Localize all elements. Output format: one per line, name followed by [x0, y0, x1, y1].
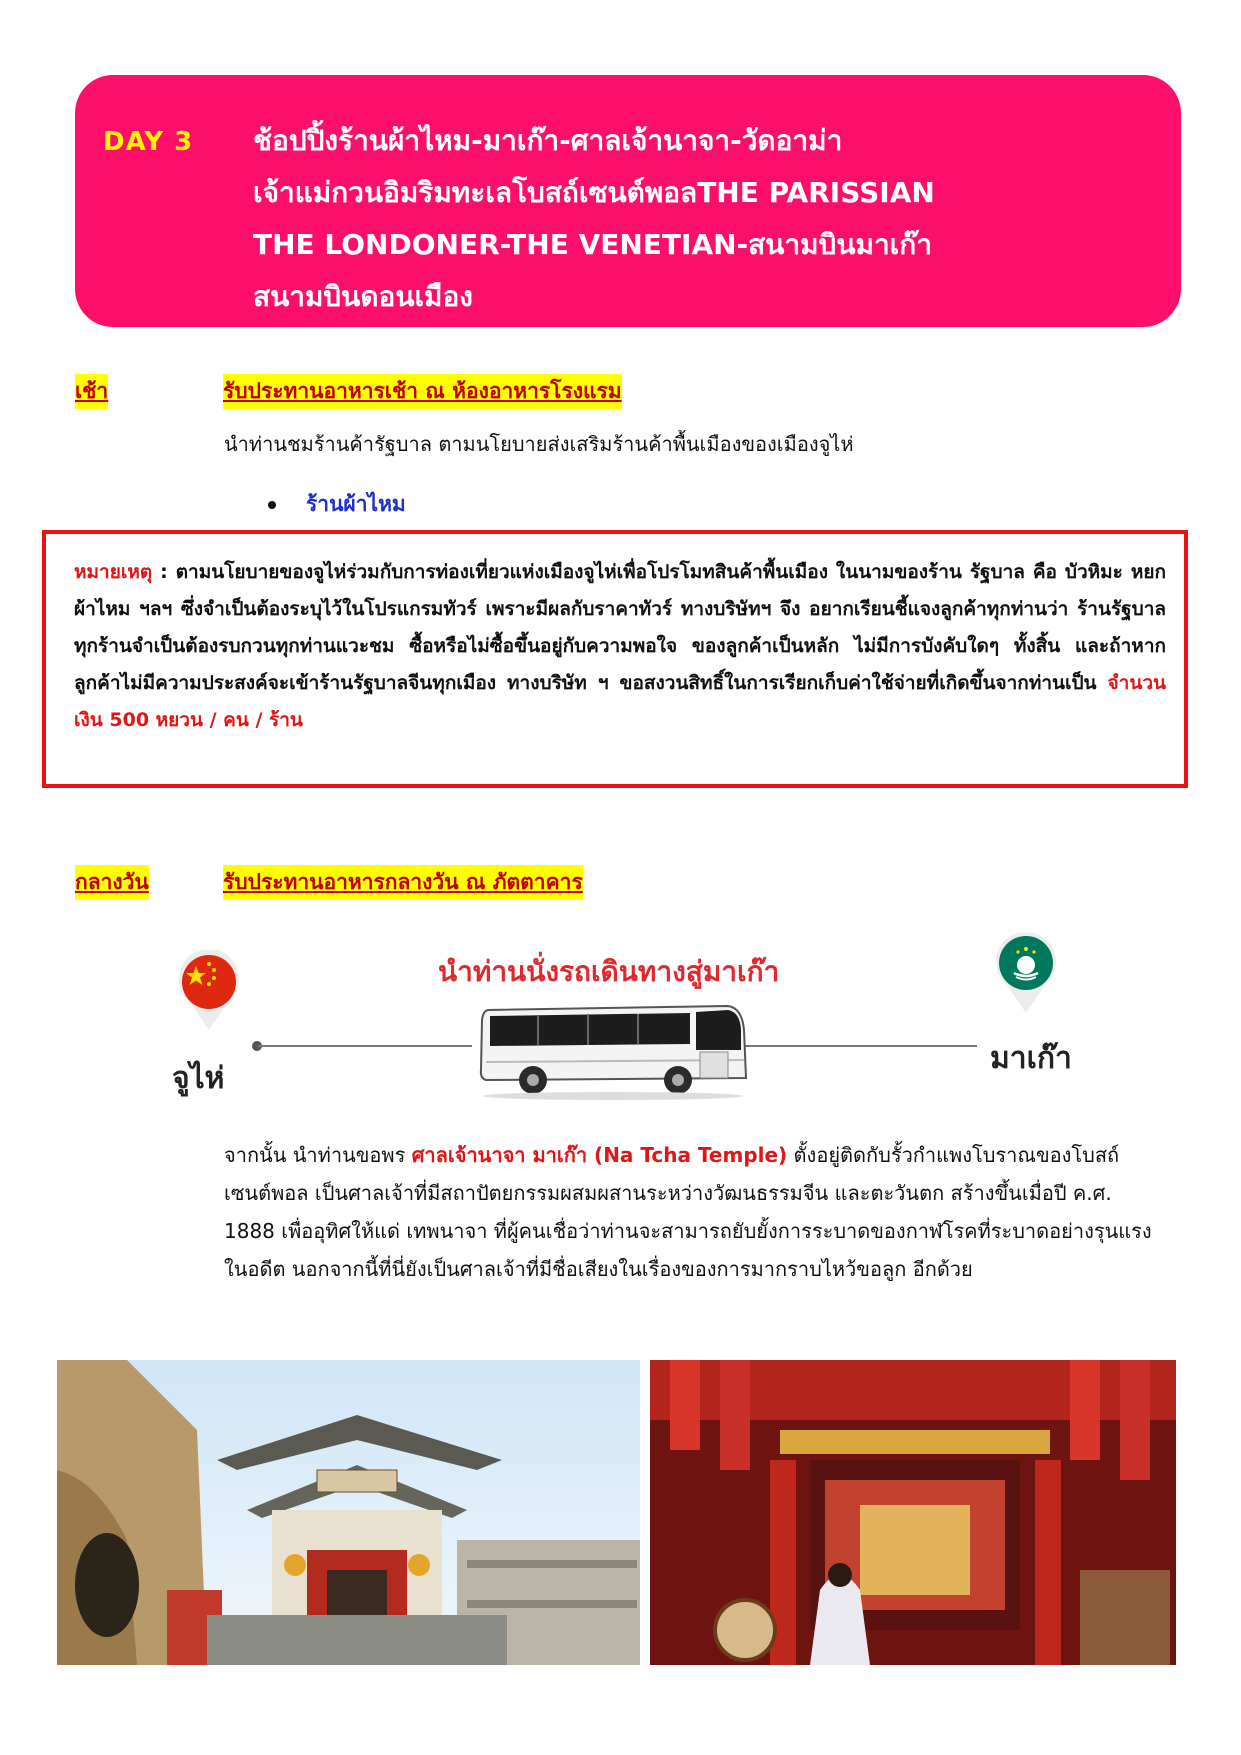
shopping-note [42, 530, 1188, 788]
route-graphic [0, 925, 1241, 1125]
silk-shop-label: ร้านผ้าไหม [306, 492, 406, 516]
day-banner [75, 75, 1181, 327]
bus-icon [478, 1000, 748, 1100]
temple-interior-photo [650, 1360, 1176, 1665]
note-fee: จำนวนเงิน 500 หยวน / คน / ร้าน [74, 672, 1166, 731]
day-title-line: ช้อปปิ้งร้านผ้าไหม-มาเก๊า-ศาลเจ้านาจา-วัดอาม่า [253, 124, 843, 157]
temple-pre: จากนั้น นำท่านขอพร [224, 1143, 412, 1167]
macau-flag-pin-icon [994, 933, 1058, 1015]
bullet-dot [268, 501, 276, 509]
lunch-time: กลางวัน [75, 865, 149, 900]
morning-meal: รับประทานอาหารเช้า ณ ห้องอาหารโรงแรม [223, 374, 622, 409]
route-title: นำท่านนั่งรถเดินทางสู่มาเก๊า [438, 955, 780, 988]
note-label: หมายเหตุ [74, 561, 153, 583]
china-flag-pin-icon [176, 950, 242, 1032]
day-title [253, 115, 935, 323]
shop-intro: นำท่านชมร้านค้ารัฐบาล ตามนโยบายส่งเสริมร้านค้าพื้นเมืองของเมืองจูไห่ [224, 432, 854, 456]
silk-shop-bullet [268, 488, 406, 521]
day-title-line: THE LONDONER-THE VENETIAN-สนามบินมาเก๊า [253, 228, 932, 261]
temple-name: ศาลเจ้านาจา มาเก๊า (Na Tcha Temple) [411, 1143, 788, 1167]
lunch-meal: รับประทานอาหารกลางวัน ณ ภัตตาคาร [223, 865, 583, 900]
temple-paragraph [224, 1136, 1164, 1288]
route-line-right [745, 1045, 977, 1047]
day-title-line: สนามบินดอนเมือง [253, 280, 473, 313]
temple-post: ตั้งอยู่ติดกับรั้วกำแพงโบราณของโบสถ์เซนต์พอล เป็นศาลเจ้าที่มีสถาปัตยกรรมผสมผสานระหว่างวัฒนธรรมจีน และตะวันตก สร้างขึ้นเมื่อปี ค.ศ. 1888 เพื่ออุทิศให้แด่ เทพนาจา ที่ผู้คนเชื่อว่าท่านจะสามารถยับยั้งการระบาดของกาฬโรคที่ระบาดอย่างรุนแรงในอดีต นอกจากนี้ที่นี่ยังเป็นศาลเจ้าที่มีชื่อเสียงในเรื่องของการมากราบไหว้ขอลูก อีกด้วย [224, 1143, 1152, 1281]
morning-time: เช้า [75, 374, 108, 409]
city-macau: มาเก๊า [990, 1041, 1072, 1076]
note-text [74, 554, 1166, 739]
day-label: DAY 3 [103, 127, 194, 157]
note-body: : ตามนโยบายของจูไห่ร่วมกับการท่องเที่ยวแห่งเมืองจูไห่เพื่อโปรโมทสินค้าพื้นเมือง ในนามของร้าน รัฐบาล คือ บัวหิมะ หยก ผ้าไหม ฯลฯ ซึ่งจำเป็นต้องระบุไว้ในโปรแกรมทัวร์ เพราะมีผลกับราคาทัวร์ ทางบริษัทฯ จึง อยากเรียนชี้แจงลูกค้าทุกท่านว่า ร้านรัฐบาลทุกร้านจำเป็นต้องรบกวนทุกท่านแวะชม ซื้อหรือไม่ซื้อขึ้นอยู่กับความพอใจ ของลูกค้าเป็นหลัก ไม่มีการบังคับใดๆ ทั้งสิ้น และถ้าหากลูกค้าไม่มีความประสงค์จะเข้าร้านรัฐบาลจีนทุกเมือง ทางบริษัท ฯ ขอสงวนสิทธิ์ในการเรียกเก็บค่าใช้จ่ายที่เกิดขึ้นจากท่านเป็น [74, 561, 1166, 694]
city-zhuhai: จูไห่ [172, 1061, 225, 1096]
route-line-left [258, 1045, 472, 1047]
temple-exterior-photo [57, 1360, 640, 1665]
day-title-line: เจ้าแม่กวนอิมริมทะเลโบสถ์เซนต์พอลTHE PARISSIAN [253, 176, 935, 209]
